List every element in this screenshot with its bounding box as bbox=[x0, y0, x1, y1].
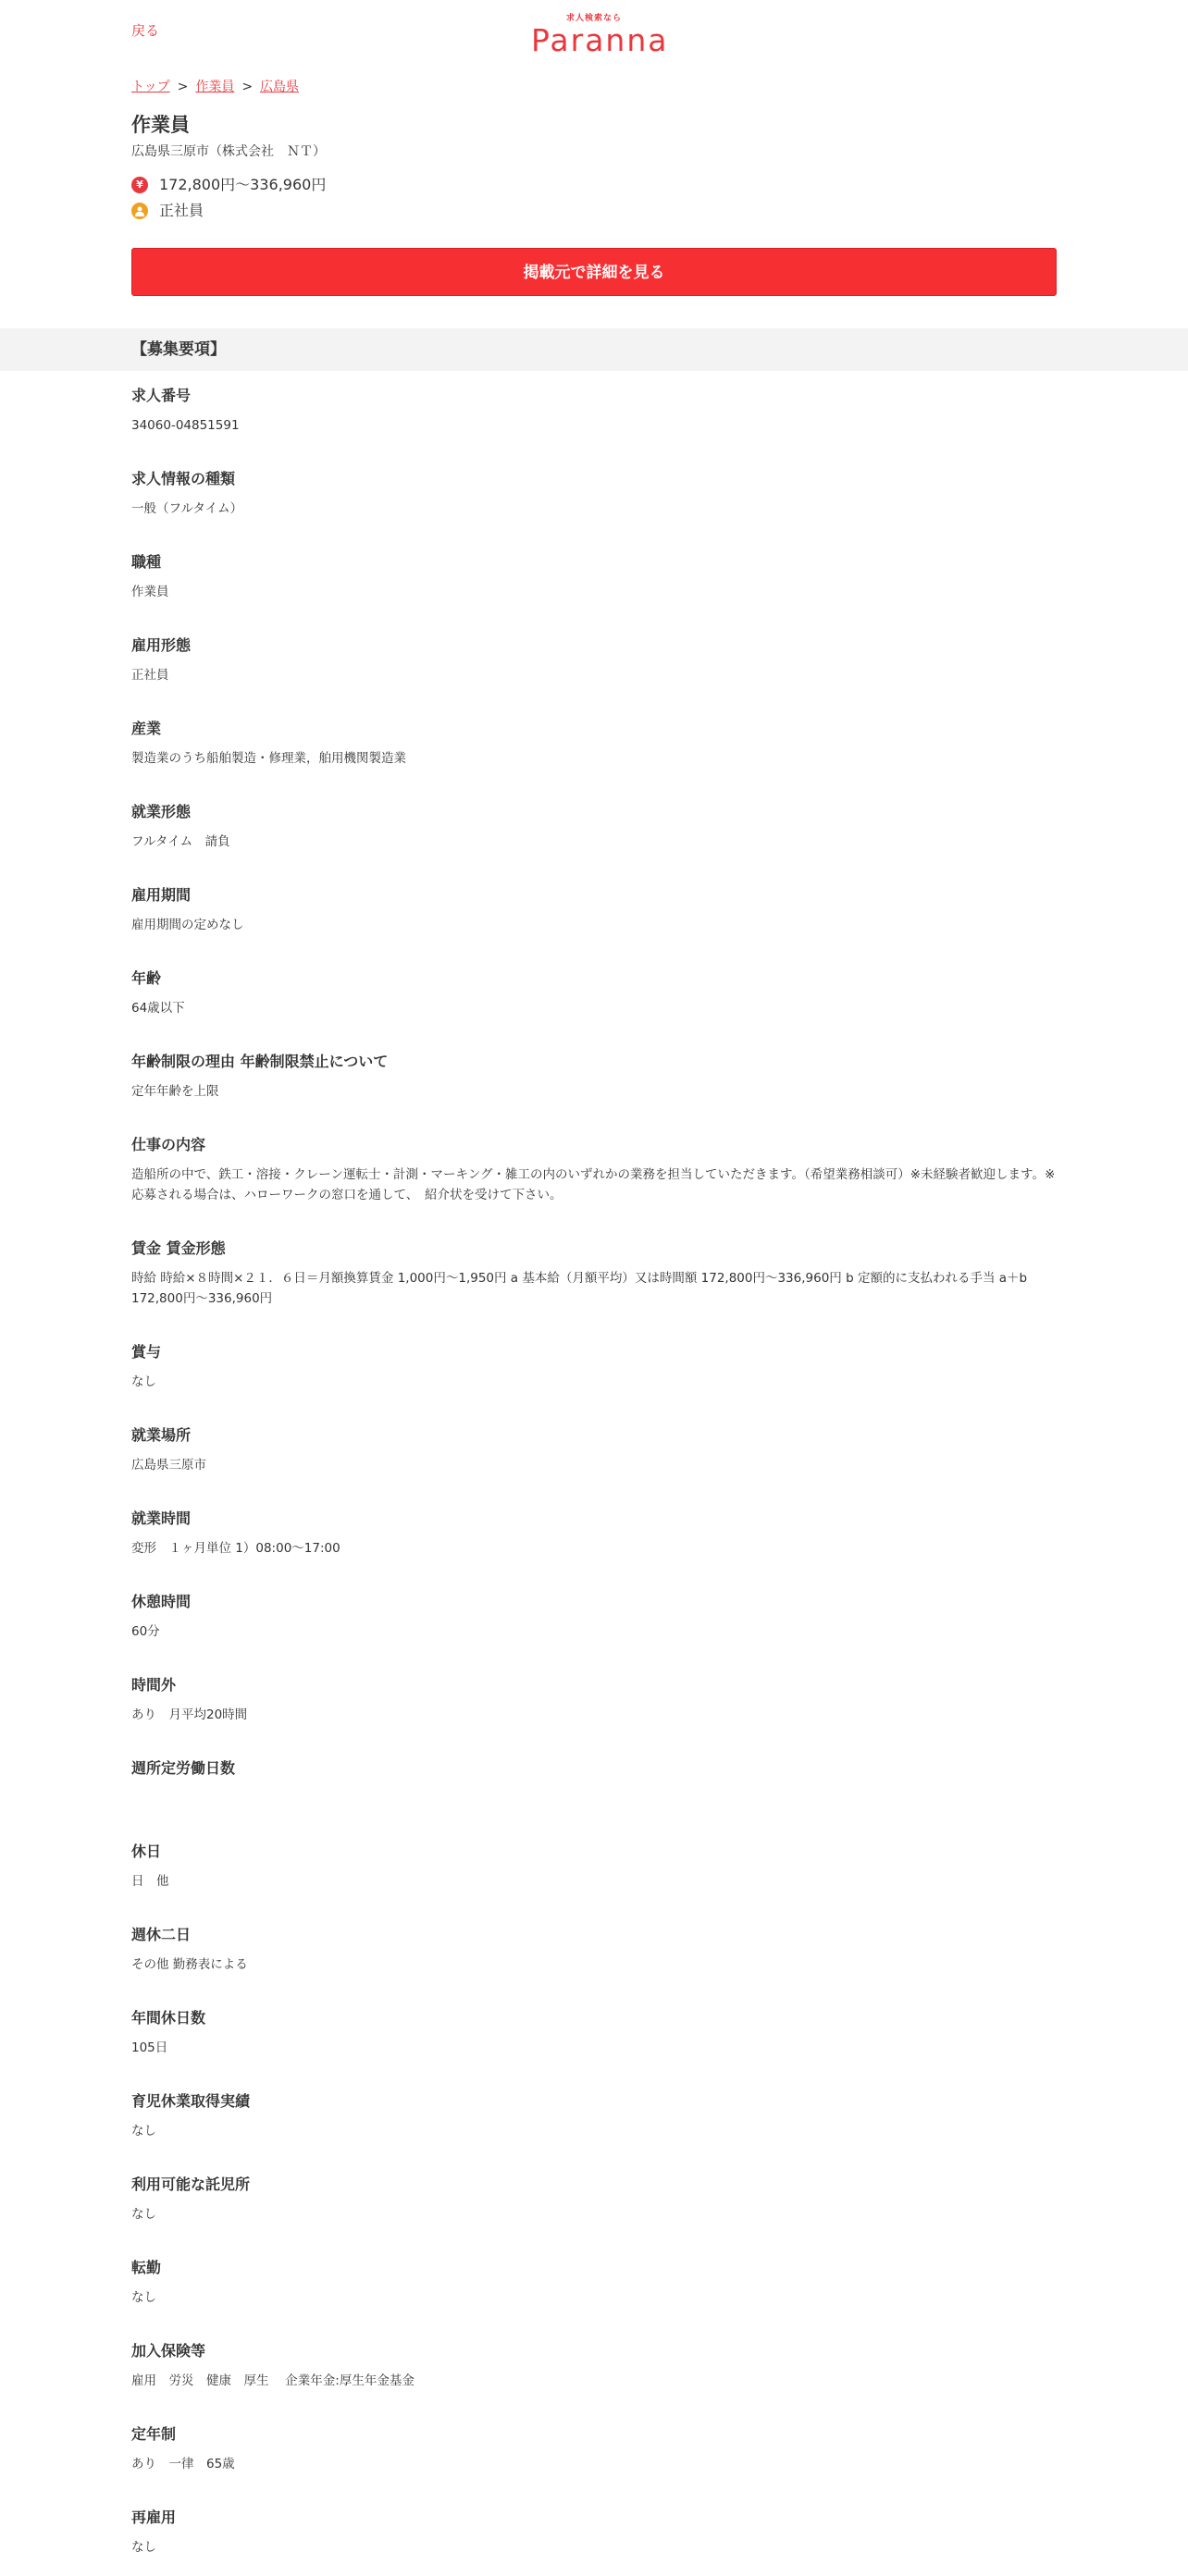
detail-value bbox=[131, 1788, 1057, 1827]
detail-value: なし bbox=[131, 1374, 156, 1389]
detail-value: 雇用 労災 健康 厚生 企業年金:厚生年金基金 bbox=[131, 2373, 415, 2388]
detail-label: 雇用形態 bbox=[131, 636, 192, 654]
detail-label: 転勤 bbox=[131, 2259, 162, 2276]
detail-item bbox=[131, 1239, 1057, 1327]
detail-label: 仕事の内容 bbox=[131, 1136, 206, 1153]
detail-item bbox=[131, 2508, 1057, 2576]
detail-item bbox=[131, 2175, 1057, 2243]
detail-label: 就業場所 bbox=[131, 1426, 192, 1444]
detail-value: 変形 １ヶ月単位 1）08:00～17:00 bbox=[131, 1541, 340, 1556]
detail-item bbox=[131, 1342, 1057, 1411]
detail-value: 定年年齢を上限 bbox=[131, 1084, 219, 1099]
logo-text: Paranna bbox=[531, 22, 669, 58]
breadcrumb-separator: > bbox=[177, 80, 189, 94]
detail-item bbox=[131, 1842, 1057, 1910]
detail-item bbox=[131, 2341, 1057, 2410]
detail-label: 定年制 bbox=[131, 2425, 177, 2443]
detail-value: あり 一律 65歳 bbox=[131, 2457, 235, 2471]
detail-label: 雇用期間 bbox=[131, 886, 192, 904]
detail-label: 就業時間 bbox=[131, 1510, 192, 1527]
detail-item bbox=[131, 1592, 1057, 1660]
detail-item bbox=[131, 719, 1057, 787]
salary-text: 172,800円～336,960円 bbox=[159, 176, 327, 193]
detail-label: 週休二日 bbox=[131, 1926, 192, 1943]
detail-value: 60分 bbox=[131, 1624, 160, 1639]
detail-value: 64歳以下 bbox=[131, 1001, 185, 1016]
detail-item bbox=[131, 1135, 1057, 1224]
detail-item bbox=[131, 386, 1057, 454]
detail-value: 製造業のうち船舶製造・修理業，舶用機関製造業 bbox=[131, 751, 406, 766]
detail-item bbox=[131, 802, 1057, 870]
detail-value: 作業員 bbox=[131, 585, 169, 599]
detail-value: 34060-04851591 bbox=[131, 418, 240, 433]
detail-label: 賃金 賃金形態 bbox=[131, 1239, 226, 1257]
detail-item bbox=[131, 2091, 1057, 2160]
job-summary bbox=[0, 78, 1188, 296]
detail-item bbox=[131, 1509, 1057, 1577]
detail-label: 年齢制限の理由 年齢制限禁止について bbox=[131, 1053, 389, 1070]
detail-label: 年齢 bbox=[131, 969, 162, 987]
breadcrumb-separator: > bbox=[241, 80, 254, 94]
detail-value: 時給 時給×８時間×２１．６日＝月額換算賃金 1,000円～1,950円 a 基本給（月額平均）又は時間額 172,800円～336,960円 b 定額的に支払われる手当 a＋b 172,800円～336,960円 bbox=[131, 1271, 1028, 1306]
detail-item bbox=[131, 1758, 1057, 1827]
page-header bbox=[0, 0, 1188, 65]
detail-item bbox=[131, 1052, 1057, 1120]
detail-item bbox=[131, 2424, 1057, 2493]
detail-item bbox=[131, 2258, 1057, 2326]
employment-type-text: 正社員 bbox=[159, 202, 204, 219]
detail-label: 加入保険等 bbox=[131, 2342, 206, 2360]
detail-label: 職種 bbox=[131, 553, 162, 571]
detail-label: 育児休業取得実績 bbox=[131, 2092, 251, 2110]
detail-item bbox=[131, 2008, 1057, 2077]
detail-label: 年間休日数 bbox=[131, 2009, 206, 2027]
detail-label: 利用可能な託児所 bbox=[131, 2175, 251, 2193]
job-location: 広島県三原市（株式会社 ＮＴ） bbox=[131, 144, 326, 159]
breadcrumb bbox=[131, 78, 1057, 96]
detail-value: 雇用期間の定めなし bbox=[131, 918, 244, 932]
detail-label: 休日 bbox=[131, 1843, 162, 1860]
detail-value: フルタイム 請負 bbox=[131, 834, 230, 849]
detail-label: 休憩時間 bbox=[131, 1593, 192, 1610]
detail-item bbox=[131, 1925, 1057, 1993]
detail-value: なし bbox=[131, 2540, 156, 2555]
detail-value: 一般（フルタイム） bbox=[131, 501, 243, 516]
detail-label: 週所定労働日数 bbox=[131, 1759, 236, 1777]
detail-value: あり 月平均20時間 bbox=[131, 1707, 248, 1722]
detail-item bbox=[131, 469, 1057, 537]
site-logo[interactable] bbox=[531, 13, 669, 58]
detail-value: 日 他 bbox=[131, 1874, 169, 1889]
logo-tagline: 求人検索なら bbox=[565, 14, 622, 23]
detail-label: 求人番号 bbox=[131, 387, 192, 404]
breadcrumb-top[interactable]: トップ bbox=[131, 80, 170, 94]
detail-label: 時間外 bbox=[131, 1676, 177, 1694]
detail-value: なし bbox=[131, 2290, 156, 2305]
detail-value: 正社員 bbox=[131, 668, 169, 683]
detail-item bbox=[131, 552, 1057, 621]
detail-value: 広島県三原市 bbox=[131, 1458, 206, 1473]
detail-item bbox=[131, 1425, 1057, 1494]
yen-icon: ¥ bbox=[131, 177, 148, 193]
detail-value: なし bbox=[131, 2124, 156, 2138]
detail-value: 造船所の中で、鉄工・溶接・クレーン運転士・計測・マーキング・雑工の内のいずれかの業務を担当していただきます。（希望業務相談可）※未経験者歓迎します。※応募される場合は、ハローワークの窓口を通して、 紹介状を受けて下さい。 bbox=[131, 1167, 1056, 1202]
breadcrumb-category[interactable]: 作業員 bbox=[195, 80, 235, 94]
view-source-button[interactable]: 掲載元で詳細を見る bbox=[131, 248, 1057, 296]
back-link[interactable]: 戻る bbox=[131, 22, 160, 39]
detail-label: 再雇用 bbox=[131, 2508, 177, 2526]
detail-label: 産業 bbox=[131, 720, 162, 737]
person-icon bbox=[131, 203, 148, 219]
job-details-list bbox=[0, 386, 1188, 2576]
job-title: 作業員 bbox=[131, 114, 190, 136]
detail-label: 求人情報の種類 bbox=[131, 470, 236, 487]
detail-item bbox=[131, 885, 1057, 954]
salary-row bbox=[131, 172, 1057, 198]
detail-value: なし bbox=[131, 2207, 156, 2222]
employment-type-row bbox=[131, 198, 1057, 224]
detail-value: 105日 bbox=[131, 2040, 168, 2055]
detail-item bbox=[131, 968, 1057, 1037]
detail-label: 賞与 bbox=[131, 1343, 162, 1361]
section-title: 【募集要項】 bbox=[0, 328, 1188, 371]
breadcrumb-region[interactable]: 広島県 bbox=[260, 80, 300, 94]
detail-item bbox=[131, 635, 1057, 704]
detail-label: 就業形態 bbox=[131, 803, 192, 820]
detail-value: その他 勤務表による bbox=[131, 1957, 248, 1972]
detail-item bbox=[131, 1675, 1057, 1744]
